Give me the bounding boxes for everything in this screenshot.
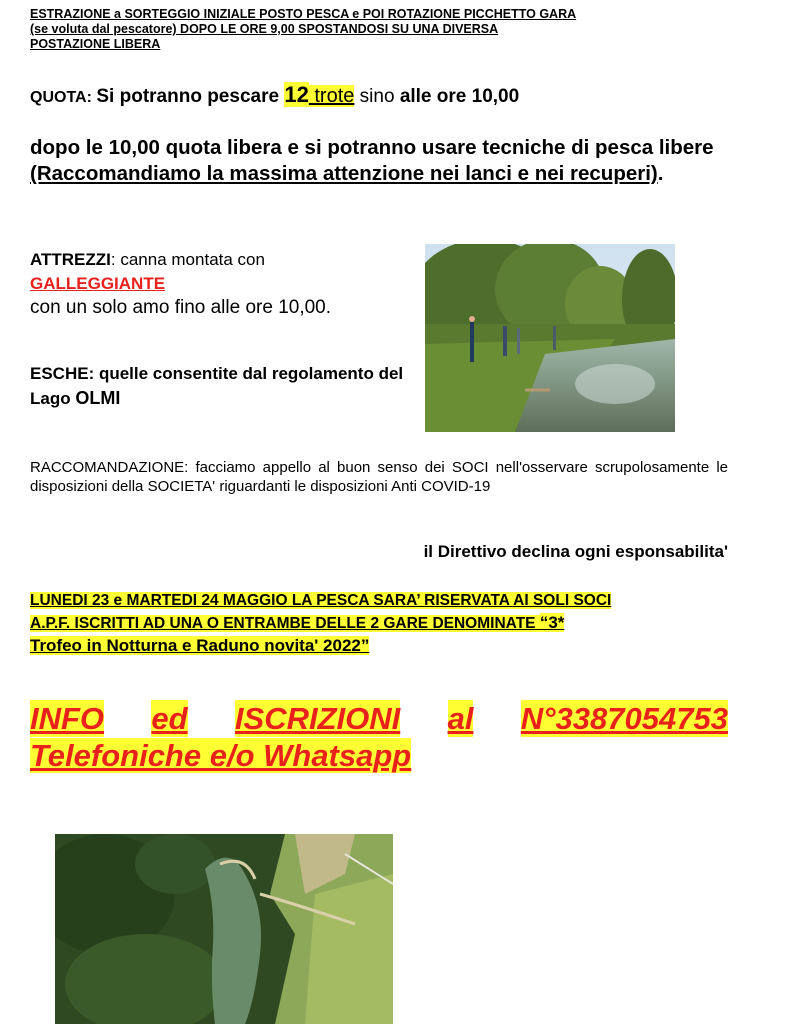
info-word-2: ed (151, 701, 188, 736)
info-contact (30, 700, 728, 774)
header-line-3: POSTAZIONE LIBERA (30, 37, 161, 51)
header-line-1: ESTRAZIONE a SORTEGGIO INIZIALE POSTO PESCA e POI ROTAZIONE PICCHETTO GARA (30, 7, 577, 21)
attrezzi-label: ATTREZZI (30, 250, 111, 269)
free-quota-paragraph (30, 135, 760, 187)
reserved-days-notice (30, 590, 728, 658)
direttivo-disclaimer: il Direttivo declina ogni esponsabilita' (423, 542, 728, 561)
header-notice (30, 7, 760, 52)
esche-o: o (60, 389, 76, 408)
quota-line (30, 80, 519, 113)
quota-text: Si potranno pescare (96, 86, 285, 107)
quota-number: 12 (284, 82, 309, 107)
esche-section (30, 362, 410, 411)
free-quota-warning: (Raccomandiamo la massima attenzione nei lanci e nei recuperi) (30, 162, 658, 185)
quota-label: QUOTA (30, 89, 87, 106)
attrezzi-text: : canna montata con (110, 250, 265, 269)
reserved-line-2: A.P.F. ISCRITTI AD UNA O ENTRAMBE DELLE 2 GARE DENOMINATE (30, 615, 540, 632)
quota-time: alle ore 10,00 (399, 86, 520, 107)
galleggiante-label: GALLEGGIANTE (30, 274, 166, 293)
quota-sino: sino (354, 86, 400, 107)
free-quota-text: dopo le 10,00 quota libera e si potranno usare tecniche di pesca libere (30, 136, 714, 159)
quota-unit: trote (308, 85, 355, 107)
quota-colon: : (86, 89, 97, 106)
header-line-2: (se voluta dal pescatore) DOPO LE ORE 9,00 SPOSTANDOSI SU UNA DIVERSA (30, 22, 499, 36)
lake-photo (425, 244, 675, 432)
reserved-quote: “3* (539, 613, 565, 632)
aerial-lake-photo (55, 834, 393, 1024)
esche-text: ESCHE: quelle consentite dal regolamento del Lag (30, 364, 404, 408)
amo-text: con un solo amo fino alle ore 10,00. (30, 297, 332, 318)
info-word-3: ISCRIZIONI (234, 701, 401, 736)
lake-name: OLMI (75, 388, 121, 408)
reserved-line-1: LUNEDI 23 e MARTEDI 24 MAGGIO LA PESCA SARA’ RISERVATA AI SOLI SOCI (30, 592, 612, 609)
info-word-4: al (447, 701, 474, 736)
raccomandazione-text: RACCOMANDAZIONE: facciamo appello al buon senso dei SOCI nell'osservare scrupolosamente le disposizioni della SOCIETA' riguardanti le disposizioni Anti COVID-19 (30, 459, 728, 495)
info-word-1: INFO (30, 701, 105, 736)
free-quota-end: . (657, 162, 664, 185)
reserved-line-3: Trofeo in Notturna e Raduno novita' 2022” (30, 636, 370, 655)
attrezzi-section (30, 248, 410, 320)
contact-methods: Telefoniche e/o Whatsapp (30, 738, 412, 773)
phone-number: N°3387054753 (520, 701, 728, 736)
